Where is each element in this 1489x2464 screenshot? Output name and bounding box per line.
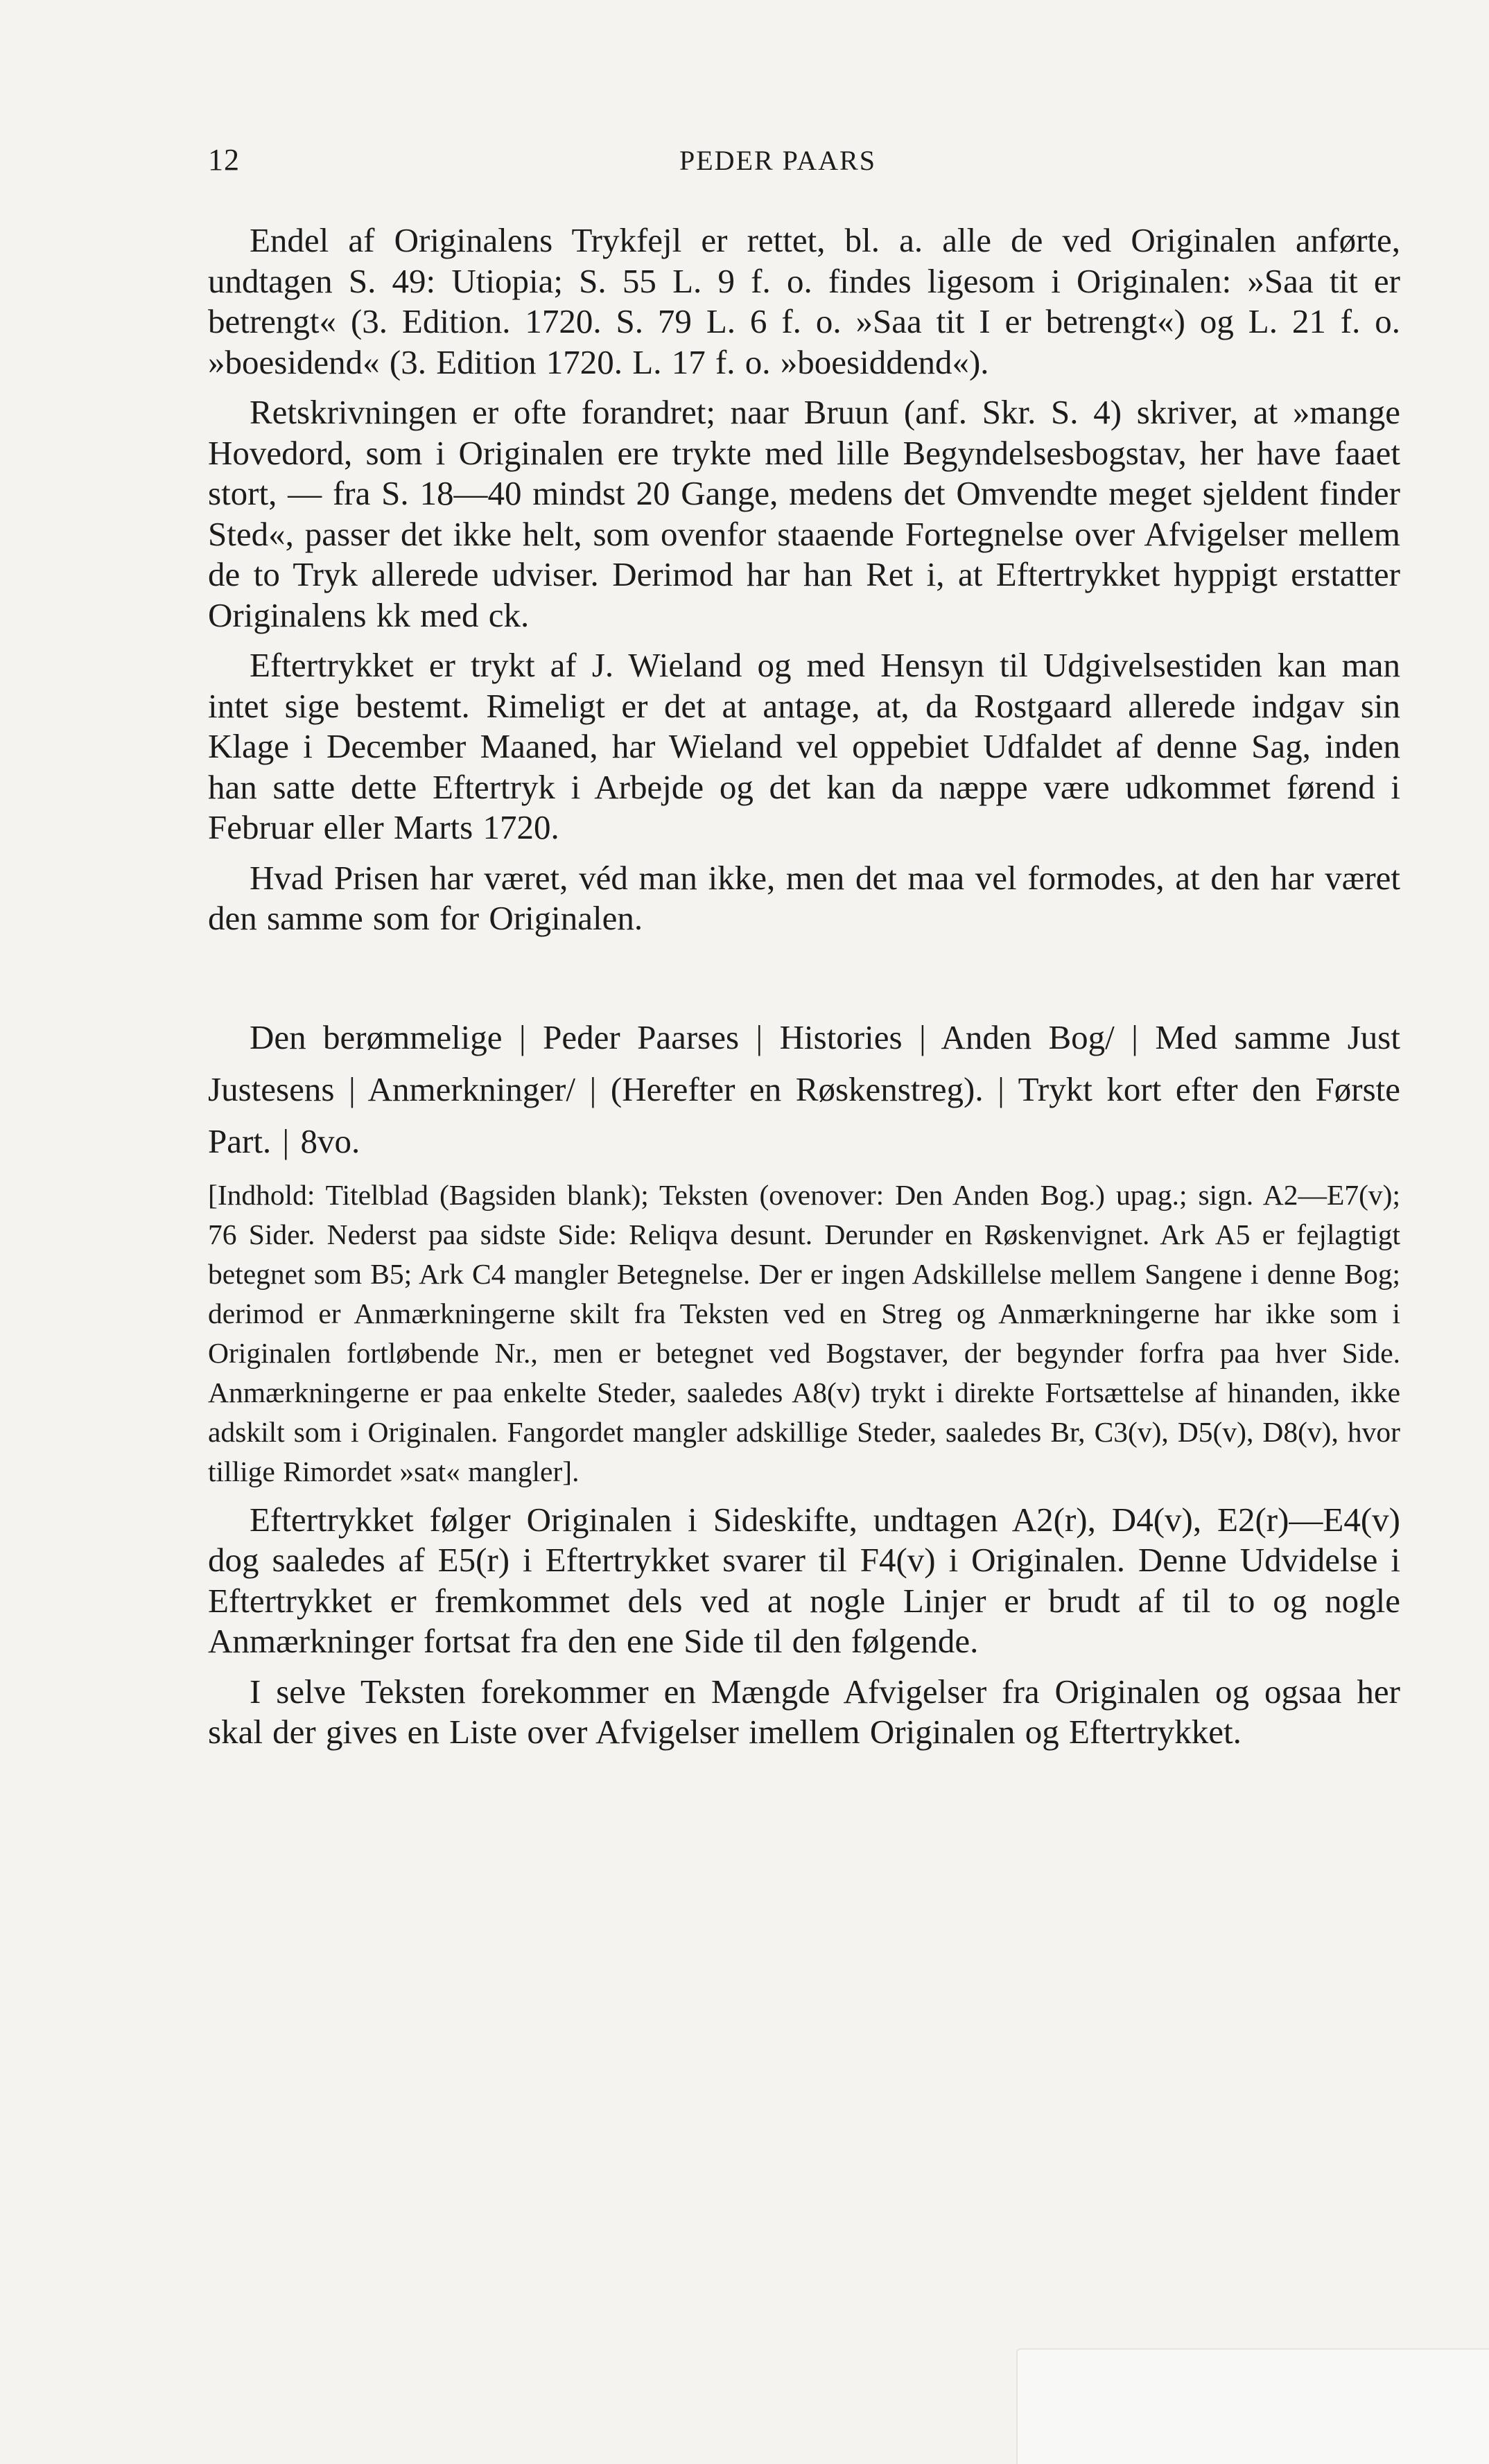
paragraph-misprints: Endel af Originalens Trykfejl er rettet, bl. a. alle de ved Originalen anførte, undtagen S. 49: Utiopia; S. 55 L. 9 f. o. findes ligesom i Originalen: »Saa tit er betrengt« (3. Edition. 1720. S. 79 L. 6 f. o. »Saa tit I er betrengt«) og L. 21 f. o. »boesidend« (3. Edition 1720. L. 17 f. o. »boesiddend«). (208, 221, 1400, 381)
paragraph-orthography: Retskrivningen er ofte forandret; naar Bruun (anf. Skr. S. 4) skriver, at »mange Hovedord, som i Originalen ere trykte med lille Begyndelsesbogstav, her have faaet stort, — fra S. 18—40 mindst 20 Gange, medens det Omvendte meget sjeldent finder Sted«, passer det ikke helt, som ovenfor staaende Fortegnelse over Afvigelser mellem de to Tryk allerede udviser. Derimod har han Ret i, at Eftertrykket hyppigt erstatter Originalens kk med ck. (208, 393, 1400, 634)
body-text (208, 220, 1400, 1753)
paragraph-page-breaks: Eftertrykket følger Originalen i Sideskifte, undtagen A2(r), D4(v), E2(r)—E4(v) dog saaledes af E5(r) i Eftertrykket svarer til F4(v) i Originalen. Denne Udvidelse i Eftertrykket er fremkommet dels ved at nogle Linjer er brudt af til to og nogle Anmærkninger fortsat fra den ene Side til den følgende. (208, 1500, 1400, 1660)
running-head (208, 142, 1400, 184)
page-number: 12 (208, 143, 240, 177)
paragraph-price: Hvad Prisen har været, véd man ikke, men det maa vel formodes, at den har været den samme som for Originalen. (208, 858, 1400, 937)
bibliographic-entry: Den berømmelige | Peder Paarses | Histories | Anden Bog/ | Med samme Just Justesens | Anmerkninger/ | (Herefter en Røskenstreg). | Trykt kort efter den Første Part. | 8vo. (208, 1017, 1400, 1160)
paragraph-printer: Eftertrykket er trykt af J. Wieland og med Hensyn til Udgivelsestiden kan man intet sige bestemt. Rimeligt er det at antage, at, da Rostgaard allerede indgav sin Klage i December Maaned, har Wieland vel oppebiet Udfaldet af denne Sag, inden han satte dette Eftertryk i Arbejde og det kan da næppe være udkommet førend i Februar eller Marts 1720. (208, 646, 1400, 846)
section-gap (208, 939, 1400, 1011)
contents-note: [Indhold: Titelblad (Bagsiden blank); Teksten (ovenover: Den Anden Bog.) upag.; sign. A2—E7(v); 76 Sider. Nederst paa sidste Side: Reliqva desunt. Derunder en Røskenvignet. Ark A5 er fejlagtigt betegnet som B5; Ark C4 mangler Betegnelse. Der er ingen Adskillelse mellem Sangene i denne Bog; derimod er Anmærkningerne skilt fra Teksten ved en Streg og Anmærkningerne har ikke som i Originalen fortløbende Nr., men er betegnet ved Bogstaver, der begynder forfra paa hver Side. Anmærkningerne er paa enkelte Steder, saaledes A8(v) trykt i direkte Fortsættelse af hinanden, ikke adskilt som i Originalen. Fangordet mangler adskillige Steder, saaledes Br, C3(v), D5(v), D8(v), hvor tillige Rimordet »sat« mangler]. (208, 1178, 1400, 1487)
paragraph-deviations: I selve Teksten forekommer en Mængde Afvigelser fra Originalen og ogsaa her skal der gives en Liste over Afvigelser imellem Originalen og Eftertrykket. (208, 1672, 1400, 1751)
running-title: PEDER PAARS (679, 145, 876, 176)
scan-corner-tab (1016, 2348, 1489, 2464)
